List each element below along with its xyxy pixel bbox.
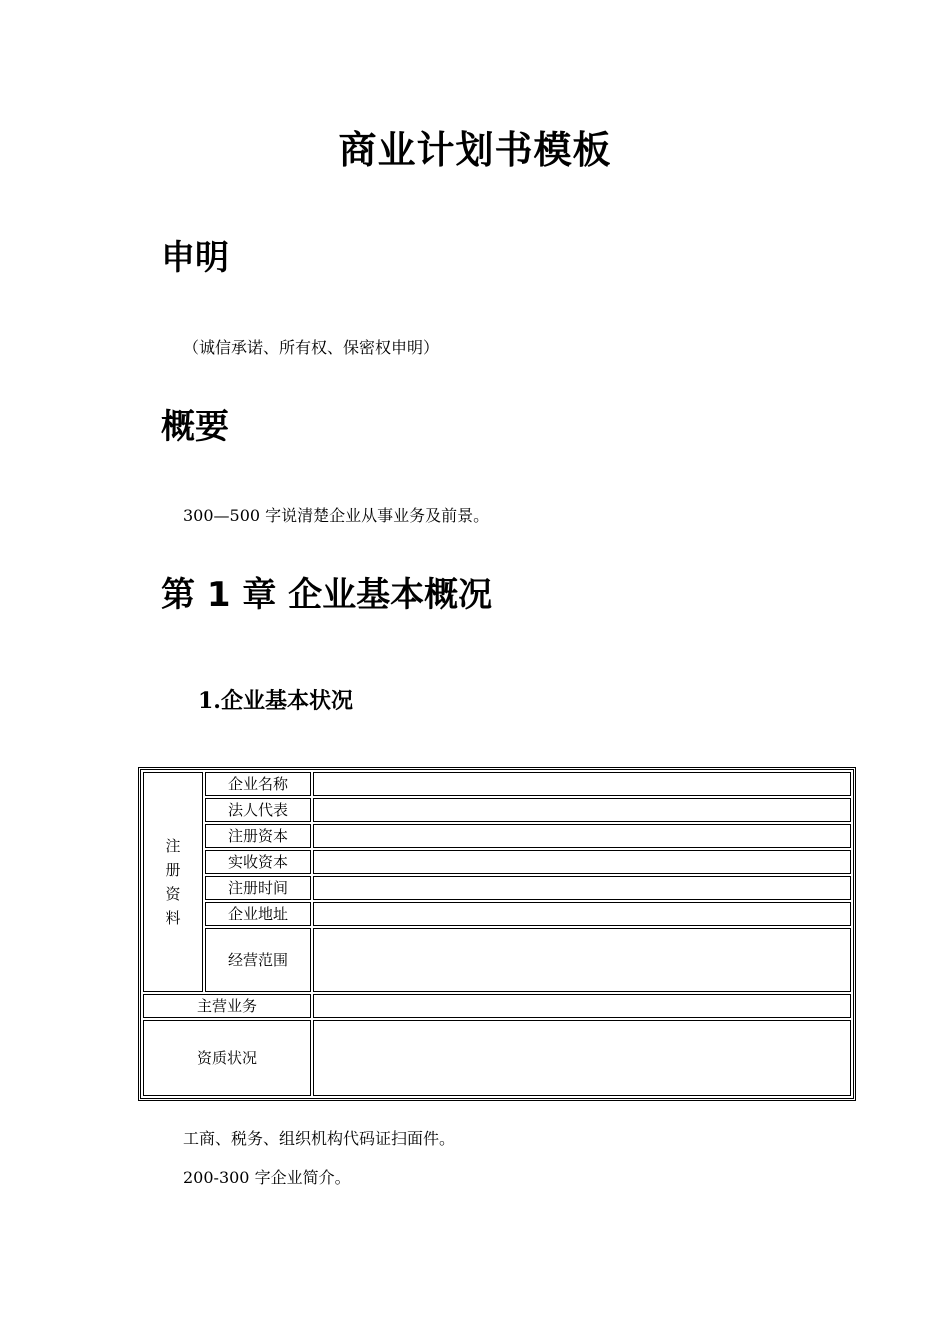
table-row — [143, 798, 851, 822]
table-row — [143, 824, 851, 848]
row-label-main-business: 主营业务 — [143, 994, 311, 1018]
chapter1-heading: 第 1 章 企业基本概况 — [161, 575, 493, 615]
company-info-table — [140, 769, 854, 1099]
business-scope-value[interactable] — [313, 928, 851, 992]
registration-date-value[interactable] — [313, 876, 851, 900]
main-business-value[interactable] — [313, 994, 851, 1018]
table-row — [143, 994, 851, 1018]
table-row — [143, 850, 851, 874]
registered-capital-value[interactable] — [313, 824, 851, 848]
row-label-paid-capital: 实收资本 — [205, 850, 311, 874]
registration-group-text: 注册资料 — [165, 837, 181, 927]
table-row — [143, 928, 851, 992]
summary-heading: 概要 — [161, 407, 229, 447]
company-intro-note: 200-300 字企业简介。 — [183, 1168, 351, 1187]
registration-group-label — [143, 772, 203, 992]
row-label-registration-date: 注册时间 — [205, 876, 311, 900]
scan-copies-note: 工商、税务、组织机构代码证扫面件。 — [183, 1129, 456, 1148]
table-row — [143, 902, 851, 926]
statement-heading: 申明 — [161, 238, 229, 278]
row-label-legal-rep: 法人代表 — [205, 798, 311, 822]
table-row — [143, 772, 851, 796]
paid-capital-value[interactable] — [313, 850, 851, 874]
row-label-company-address: 企业地址 — [205, 902, 311, 926]
row-label-registered-capital: 注册资本 — [205, 824, 311, 848]
row-label-business-scope: 经营范围 — [205, 928, 311, 992]
summary-body: 300—500 字说清楚企业从事业务及前景。 — [183, 506, 490, 525]
table-row — [143, 1020, 851, 1096]
statement-body: （诚信承诺、所有权、保密权申明） — [183, 338, 440, 357]
row-label-company-name: 企业名称 — [205, 772, 311, 796]
legal-rep-value[interactable] — [313, 798, 851, 822]
qualification-value[interactable] — [313, 1020, 851, 1096]
document-title: 商业计划书模板 — [338, 127, 612, 172]
company-name-value[interactable] — [313, 772, 851, 796]
company-address-value[interactable] — [313, 902, 851, 926]
table-row — [143, 876, 851, 900]
chapter1-sub1-heading: 1.企业基本状况 — [198, 688, 353, 714]
row-label-qualification: 资质状况 — [143, 1020, 311, 1096]
